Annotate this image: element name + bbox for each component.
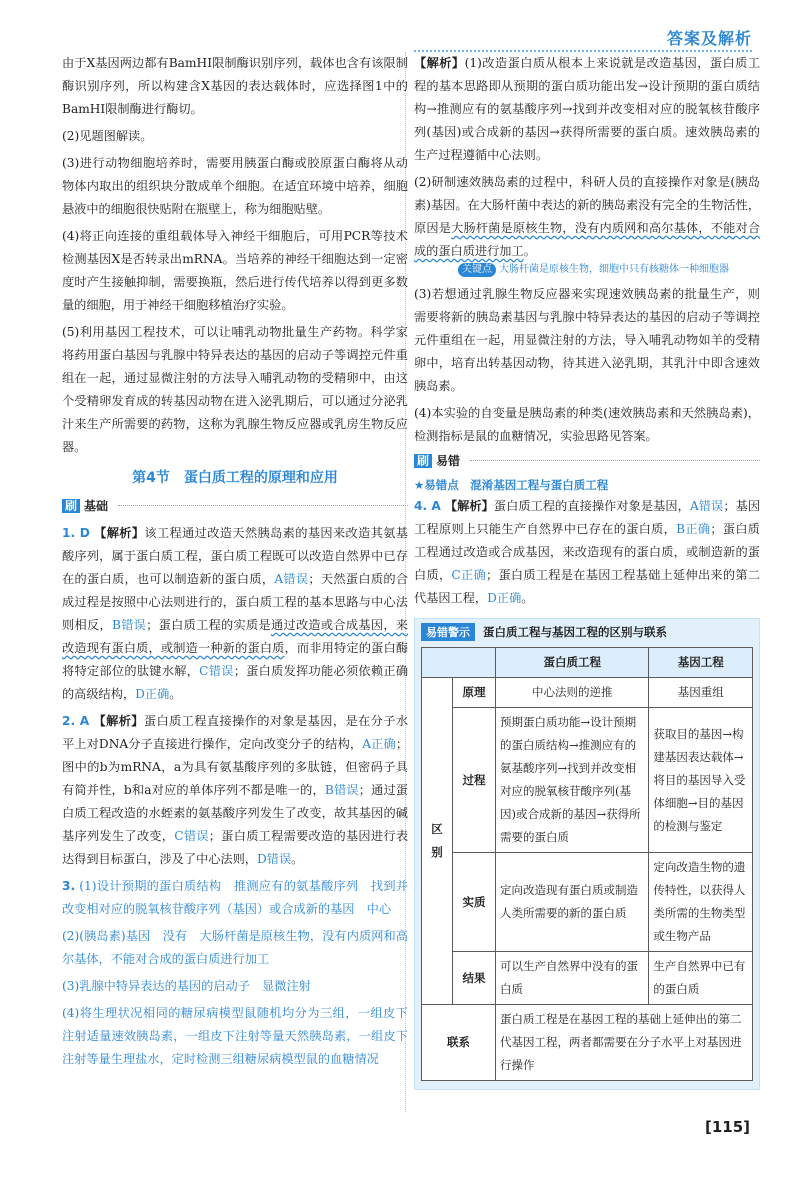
answer-text: 。	[291, 852, 304, 866]
table-cell: 获取目的基因→构建基因表达载体→将目的基因导入受体细胞→目的基因的检测与鉴定	[649, 708, 753, 853]
table-cell: 预期蛋白质功能→设计预期的蛋白质结构→推测应有的氨基酸序列→找到并改变相对应的脱氧核苷酸序列(基因)或合成新的基因→获得所需要的蛋白质	[496, 708, 649, 853]
answer-text: ；蛋白质工程通过改造或合成基因，来改造现有的蛋白质，或制造新的蛋白质，	[414, 522, 760, 582]
judgement-mark: C正确	[451, 568, 486, 582]
question-number: 4. A	[414, 499, 441, 513]
page-header-title: 答案及解析	[666, 29, 752, 48]
answer-text: ；天然蛋白质的合成过程是按照中心法则进行的，蛋白质工程的基本思路与中心法则相反，	[62, 572, 409, 632]
dotted-rule	[470, 460, 760, 461]
table-cell: 基因重组	[649, 678, 753, 708]
table-row-label: 过程	[453, 708, 496, 853]
note-text: 大肠杆菌是原核生物，细胞中只有核糖体一种细胞器	[499, 264, 729, 275]
table-header: 蛋白质工程	[496, 648, 649, 678]
tag-badge: 刷	[414, 454, 432, 468]
judgement-mark: C错误	[199, 664, 234, 678]
answer-3-part: (2)(胰岛素)基因 没有 大肠杆菌是原核生物，没有内质网和高尔基体，不能对合成的蛋白质进行加工	[62, 929, 408, 966]
judgement-mark: A正确	[362, 737, 396, 751]
answer-text: ；通过蛋白质工程改造的水蛭素的氨基酸序列发生了改变，故其基因的碱基序列发生了改变，	[62, 783, 408, 843]
answer-text: 蛋白质工程直接操作的对象是基因，是在分子水平上对DNA分子直接进行操作，定向改变分子的结构，	[62, 714, 409, 751]
table-row-label: 结果	[453, 952, 496, 1005]
judgement-mark: B错误	[324, 783, 359, 797]
judgement-mark: C错误	[174, 829, 209, 843]
analysis-label: 【解析】	[93, 714, 144, 728]
table-row-label: 联系	[422, 1005, 496, 1081]
judgement-mark: D错误	[257, 852, 292, 866]
jichu-header	[62, 497, 408, 514]
dotted-rule	[118, 505, 408, 506]
answer-text: ；蛋白质发挥功能必须依赖正确的高级结构，	[62, 664, 409, 701]
table-row	[422, 853, 753, 952]
table-row	[422, 952, 753, 1005]
paragraph	[414, 171, 760, 263]
table-cell: 可以生产自然界中没有的蛋白质	[496, 952, 649, 1005]
answer-text: ；蛋白质工程需要改造的基因进行表达得到目标蛋白，涉及了中心法则，	[62, 829, 409, 866]
table-row-label: 实质	[453, 853, 496, 952]
left-column	[62, 52, 408, 1075]
answer-text: (1)设计预期的蛋白质结构 推测应有的氨基酸序列 找到并改变相对应的脱氧核苷酸序列（基因）或合成新的基因 中心	[62, 879, 409, 916]
right-column	[414, 52, 760, 1090]
table-row	[422, 708, 753, 853]
page-number: [115]	[704, 1118, 750, 1136]
question-number: 3.	[62, 879, 76, 893]
answer-text: ；基因工程原则上只能生产自然界中已存在的蛋白质，	[414, 499, 761, 536]
paragraph: (3)进行动物细胞培养时，需要用胰蛋白酶或胶原蛋白酶将从动物体内取出的组织块分散成单个细胞。在适宜环境中培养，细胞悬液中的细胞很快贴附在瓶壁上，称为细胞贴壁。	[62, 156, 408, 216]
answer-text: (1)改造蛋白质从根本上来说就是改造基因，蛋白质工程的基本思路即从预期的蛋白质功能出发→设计预期的蛋白质结构→推测应有的氨基酸序列→找到并改变相对应的脱氧核苷酸序列(基因)或合成新的基因→获得所需要的蛋白质。速效胰岛素的生产过程遵循中心法则。	[414, 56, 761, 162]
warning-tag: 易错警示	[421, 623, 475, 641]
answer-4	[414, 495, 760, 610]
warning-title: 蛋白质工程与基因工程的区别与联系	[483, 625, 667, 639]
key-point-note	[458, 263, 760, 277]
table-header: 基因工程	[649, 648, 753, 678]
answer-text: 。	[523, 244, 536, 258]
table-header-row	[422, 648, 753, 678]
answer-2	[62, 710, 408, 871]
warning-header	[421, 623, 753, 641]
judgement-mark: D正确	[487, 591, 522, 605]
answer-text: (2)研制速效胰岛素的过程中，科研人员的直接操作对象是(胰岛素)基因。在大肠杆菌中表达的新的胰岛素没有完全的生物活性，原因是	[414, 175, 761, 235]
paragraph: (2)见题图解读。	[62, 129, 153, 143]
paragraph: (4)本实验的自变量是胰岛素的种类(速效胰岛素和天然胰岛素)，检测指标是鼠的血糖情况，实验思路见答案。	[414, 406, 760, 443]
key-point-badge: 关键点	[458, 263, 496, 277]
underlined-key-text: 通过改造或合成基因，来改造现有蛋白质，或制造一种新的蛋白质	[62, 618, 408, 655]
comparison-table	[421, 647, 753, 1081]
yicuo-header	[414, 452, 760, 469]
paragraph: (3)若想通过乳腺生物反应器来实现速效胰岛素的批量生产，则需要将新的胰岛素基因与乳腺中特异表达的基因的启动子等调控元件重组在一起，用显微注射的方法，导入哺乳动物如羊的受精卵中，培育出转基因动物，待其进入泌乳期，其乳汁中即含速效胰岛素。	[414, 287, 760, 393]
answer-text: 。	[521, 591, 534, 605]
answer-text: ，而非用特定的蛋白酶将特定部位的肽键水解，	[62, 641, 409, 678]
table-row	[422, 1005, 753, 1081]
tag-text: 基础	[84, 499, 109, 513]
tag-badge: 刷	[62, 499, 80, 513]
paragraph: (5)利用基因工程技术，可以让哺乳动物批量生产药物。科学家将药用蛋白基因与乳腺中特异表达的基因的启动子等调控元件重组在一起，通过显微注射的方法导入哺乳动物的受精卵中，由这个受精卵发育成的转基因动物在进入泌乳期后，可以通过分泌乳汁来生产所需要的药物，这称为乳腺生物反应器或乳房生物反应器。	[62, 325, 408, 454]
table-cell: 蛋白质工程是在基因工程的基础上延伸出的第二代基因工程，两者都需要在分子水平上对基因进行操作	[496, 1005, 753, 1081]
answer-3-part: (3)乳腺中特异表达的基因的启动子 显微注射	[62, 979, 311, 993]
answer-text: ；蛋白质工程的实质是	[146, 618, 271, 632]
answer-1	[62, 522, 408, 706]
judgement-mark: D正确	[135, 687, 170, 701]
table-row	[422, 678, 753, 708]
table-corner	[422, 648, 496, 678]
question-number: 2. A	[62, 714, 90, 728]
warning-box	[414, 618, 760, 1090]
answer-text: ；蛋白质工程是在基因工程基础上延伸出来的第二代基因工程，	[414, 568, 761, 605]
answer-text: 该工程通过改造天然胰岛素的基因来改造其氨基酸序列，属于蛋白质工程，蛋白质工程既可以改造自然界中已存在的蛋白质，也可以制造新的蛋白质，	[62, 526, 408, 586]
judgement-mark: A错误	[274, 572, 309, 586]
analysis-label: 【解析】	[94, 526, 145, 540]
paragraph: (4)将正向连接的重组载体导入神经干细胞后，可用PCR等技术检测基因X是否转录出mRNA。当培养的神经干细胞达到一定密度时产生接触抑制，需要换瓶，然后进行传代培养以得到更多数量的细胞，用于神经干细胞移植治疗实验。	[62, 229, 408, 312]
paragraph	[414, 52, 760, 167]
judgement-mark: B正确	[676, 522, 711, 536]
answer-text: 蛋白质工程的直接操作对象是基因，	[493, 499, 690, 513]
judgement-mark: B错误	[111, 618, 147, 632]
table-cell: 生产自然界中已有的蛋白质	[649, 952, 753, 1005]
answer-3-part: (4)将生理状况相同的糖尿病模型鼠随机均分为三组，一组皮下注射适量速效胰岛素，一组皮下注射等量天然胰岛素，一组皮下注射等量生理盐水，定时检测三组糖尿病模型鼠的血糖情况	[62, 1006, 408, 1066]
paragraph: 由于X基因两边都有BamHⅠ限制酶识别序列，载体也含有该限制酶识别序列，所以构建含X基因的表达载体时，应选择图1中的BamHⅠ限制酶进行酶切。	[62, 56, 408, 116]
analysis-label: 【解析】	[414, 56, 465, 70]
question-number: 1. D	[62, 526, 90, 540]
jichu-tag	[62, 497, 112, 514]
judgement-mark: A错误	[689, 499, 724, 513]
section-title: 第4节 蛋白质工程的原理和应用	[132, 470, 338, 486]
answer-text: ；图中的b为mRNA，a为具有氨基酸序列的多肽链，但密码子具有简并性，b和a对应的单体序列不都是唯一的，	[62, 737, 408, 797]
analysis-label: 【解析】	[444, 499, 494, 513]
answer-3	[62, 875, 408, 921]
tag-text: 易错	[436, 454, 461, 468]
underlined-key-text: 大肠杆菌是原核生物，没有内质网和高尔基体，不能对合成的蛋白质进行加工	[414, 221, 761, 258]
table-cell: 定向改造现有蛋白质或制造人类所需要的新的蛋白质	[496, 853, 649, 952]
table-group-label: 区别	[422, 678, 453, 1005]
answer-text: 。	[169, 687, 182, 701]
error-point-title: ★易错点 混淆基因工程与蛋白质工程	[414, 478, 609, 492]
table-cell: 定向改造生物的遗传特性，以获得人类所需的生物类型或生物产品	[649, 853, 753, 952]
table-cell: 中心法则的逆推	[496, 678, 649, 708]
yicuo-tag	[414, 452, 464, 469]
table-row-label: 原理	[453, 678, 496, 708]
